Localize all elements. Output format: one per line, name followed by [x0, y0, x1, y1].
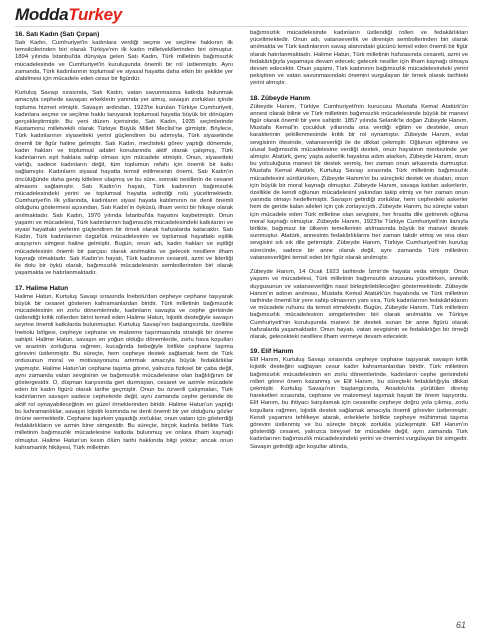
masthead-part2: Turkey	[68, 5, 122, 24]
section-19-paragraph-1: Elif Hanım, Kurtuluş Savaşı sırasında cepheye cephane taşıyarak savaşın kritik lojistik desteğini sağlayan cesur kadın kahramanlardan biridir. Türk milletinin bağımsızlık mücadelesinin en zorlu dönemlerinde, kadınların cephe gerisindeki rolleri görevi önem kazanmış ve Elif Hanım, bu süreçteki fedakârlığıyla dikkat çekmiştir. Kurtuluş Savaşı'nın başlangıcında, Anadolu'da yürütülen direniş hareketleri sırasında, cephane ve malzemeyi taşımak hayati bir önem taşıyordu. Elif Hanım, bu ihtiyacı karşılamak için cesaretle cepheye doğru yola çıkmış, zorlu koşullara rağmen, lojistik destek sağlamak amacıyla önemli görevler üstlenmiştir. Kendi yaşamını tehlikeye atarak, erkeklerle birlikte cepheye mühimmat taşıma görevini üstlenmiş ve bu süreçte birçok zorlukla yüzleşmiştir. Elif Hanım'ın gösterdiği cesaret, yalnızca bireysel bir mücadele değil, aynı zamanda Türk kadınlarının bağımsızlık mücadelesindeki yerini ve önemini vurgulayan bir simgedir. Savaşın getirdiği ağır koşullar altında,	[250, 357, 468, 450]
magazine-masthead	[15, 5, 122, 25]
header-divider	[15, 26, 467, 27]
section-16-paragraph-2: Kurtuluş Savaşı sırasında, Satı Kadın, vatan savunmasına katkıda bulunmak amacıyla cephede savaşan erkeklerin yanında yer almış, savaşın zorlukları içinde topluma hizmet etmiştir. Savaşın ardından, 1923'te kurulan Türkiye Cumhuriyeti, kadınlara seçme ve seçilme hakkı tanıyarak toplumsal hayatta büyük bir dönüşüm gerçekleştirmiştir. Bu yeni düzen içerisinde, Satı Kadın, 1935 seçimlerinde Kastamonu milletvekili olarak Türkiye Büyük Millet Meclisi'ne girmiştir. Böylece, Türk kadınlarının siyasetteki yerini güçlendiren bu adımıyla, Türk siyasetinde önemli bir figür haline gelmiştir. Satı Kadın, meclisteki görev yaptığı dönemde, kadın hakları ve toplumsal adalet konularında aktif olarak çalışmış, Türk kadınlarının eşit haklara sahip olması için mücadele etmiştir. Onun, siyasetteki varlığı, sadece kadınların değil, tüm toplumun refahı için önemli bir katkı sağlamıştır. Kadınların siyasal hayatta temsil edilmesinin önemi, Satı Kadın'ın öncülüğünde daha geniş kitlelere ulaşmış ve bu süre, sonraki nesillerin de cesaret almasını sağlamıştır. Satı Kadın'ın hayatı, Türk kadınının bağımsızlık mücadelesindeki yerini ve toplumsal hayatta edindiği rolü yüceltmektedir. Cumhuriyet'in ilk yıllarında, kadınların siyasi hayata katılımının ne denli önemli olduğunu göstermesi açısından, Satı Kadın'ın öyküsü, ilham verici bir hikaye olarak anılmaktadır. Satı Kadın, 1970 yılında İstanbul'da hayatını kaybetmiştir. Onun yaşamı ve mücadelesi, Türk kadınlarının bağımsızlık mücadelesindeki katkılarını ve siyasi hayattaki yerlerini güçlendiren bir örnek olarak hafızalarda kalacaktır. Satı Kadın, Türk kadınlarının özgürlük mücadelesinin ve toplumsal hayattaki eşitlik arayışının simgesi haline gelmiştir. Bugün, onun adı, kadın hakları ve eşitliği mücadelesinin önemli bir parçası olarak anılmakta ve gelecek nesillere ilham kaynağı olmaktadır. Satı Kadın'ın hayatı, Türk kadınının cesareti, azmi ve liderliği ile dolu bir öykü olarak, bağımsızlık mücadelesinin sembollerinden biri olarak yaşamakta ve hatırlanmaktadır.	[15, 90, 233, 277]
masthead-part1: Modda	[15, 5, 69, 24]
section-16-title: 16. Satı Kadın (Satı Çırpan)	[15, 31, 100, 38]
section-17-paragraph-1: Halime Hatun, Kurtuluş Savaşı sırasında İnebolu'dan cepheye cephane taşıyarak büyük bir cesaret gösteren kahramanlardan biridir. Türk milletinin bağımsızlık mücadelesinin en zorlu dönemlerinde, kadınların savaşta ve cephe gerisinde üstlendiği kritik rollerden birini temsil eden Halime Hatun, lojistik desteğiyle savaşın seyrine önemli katkılarda bulunmuştur. Kurtuluş Savaşı'nın başlangıcında, özellikle İnebolu bölgesi, cepheye cephane ve malzeme taşınmasında stratejik bir öneme sahipti. Halime Hatun, savaşın en yoğun olduğu dönemlerde, zorlu hava koşulları ve arazinin zorluğuna rağmen, kucağında bebeğiyle birlikte cephane taşıma görevini üstlenmiştir. Bu süreçte, hem cepheye destek sağlamak hem de Türk ordusunun moral ve motivasyonunu artırmak amacıyla büyük fedakârlıklar yapmıştır. Halime Hatun'un cephane taşıma görevi, yalnızca fiziksel bir çaba değil, aynı zamanda vatan sevgisinin ve bağımsızlık mücadelesine olan bağlılığının bir göstergesidir. O, düşman karşısında geri durmayan, cesaret ve azimle mücadele eden bir kadın figürü olarak tarihe geçmiştir. Onun bu özverili çalışmaları, Türk kadınlarının savaşın sadece cephelerde değil, aynı zamanda cephe gerisinde de aktif rol oynayabileceğinin en güzel örneklerinden biridir. Halime Hatun'un yaptığı bu kahramanlıklar, savaşın lojistik kısmında ne denli önemli bir yer olduğunu gözler önüne sermektedir. Cephane taşırken yaşadığı zorluklar, onun vatanı için gösterdiği fedakârlıkların ve azmin birer simgesidir. Bu süreçte, birçok kadınla birlikte Türk milletinin bağımsızlık mücadelesine katkıda bulunmuş ve onlara ilham kaynağı olmuştur. Halime Hatun'un kesin ölüm tarihi hakkında bilgi yoktur; ancak onun kahramanlık hikâyesi, Türk milletinin	[15, 293, 233, 451]
section-16-paragraph-1: Satı Kadın, Cumhuriyet'in kadınlara verdiği seçme ve seçilme hakkının ilk temsilcilerinden biri olarak Türkiye'nin ilk kadın milletvekillerinden biri olmuştur. 1894 yılında İstanbul'da dünyaya gelen Satı Kadın, Türk milletinin bağımsızlık mücadelesinde ve Cumhuriyet'in kuruluşunda önemli bir rol üstlenmiştir. Aynı zamanda, Türk kadınlarının toplumsal ve siyasal hayatta daha etkin bir şekilde yer alabilmesi için mücadele eden cesur bir figürdür.	[15, 40, 233, 83]
section-18-title: 18. Zübeyde Hanım	[250, 94, 311, 102]
section-18-paragraph-2: Zübeyde Hanım, 14 Ocak 1923 tarihinde İzmir'de hayata veda etmiştir. Onun yaşamı ve mücadelesi, Türk milletinin bağımsızlık arzusunu yüceltirken, annelik duygusunun ve vatanseverliğin nasıl birleştirilebileceğini göstermektedir. Zübeyde Hanım'ın adının anılması, Mustafa Kemal Atatürk'ün hayatında ve Türk milletinin tarihinde önemli bir yere sahip olmasının yanı sıra, Türk kadınlarının fedakârlıklarını ve mücadele ruhunu da temsil etmektedir. Bugün, Zübeyde Hanım, Türk milletinin bağımsızlık mücadelesinin simgelerinden biri olarak anılmakta ve Türkiye Cumhuriyeti'nin kuruluşunda manevi bir destek sunan bir anne figürü olarak hafızalarda yaşamaktadır. Onun hayatı, vatan sevgisinin ve fedakârlığın bir örneği olarak, gelecekteki nesillere ilham vermeye devam edecektir.	[250, 269, 468, 340]
section-18-paragraph-1: Zübeyde Hanım, Türkiye Cumhuriyeti'nin kurucusu Mustafa Kemal Atatürk'ün annesi olarak bilinir ve Türk milletinin bağımsızlık mücadelesinde büyük bir manevi figür olarak önemli bir yere sahiptir. 1857 yılında Selanik'te doğan Zübeyde Hanım, Mustafa Kemal'in çocukluk yıllarında ona verdiği eğitim ve destekle, onun karakterinin şekillenmesinde kritik bir rol oynamıştır. Zübeyde Hanım, evlat sevgisinin ötesinde, vatanseverliği ile de dikkat çekmiştir. Oğlunun eğitimine ve ulusal bağımsızlık mücadelesine verdiği destek, onun hayatının merkezinde yer almıştır. Atatürk, genç yaşta askerlik hayatına adım atarken, Zübeyde Hanım, onun bu yolculuğuna manevi bir destek vermiş, her zaman onun arkasında durmuştur. Mustafa Kemal Atatürk, Kurtuluş Savaşı sırasında Türk milletinin bağımsızlık mücadelesini sürdürürken, Zübeyde Hanım'ın bu süreçteki destek ve duaları, onun için büyük bir moral kaynağı olmuştur. Zübeyde Hanım, savaşa katılan askerlerin, özellikle de kendi oğlunun mücadelesini yakından takip etmiş ve her zaman onun yanında olmayı hedeflemiştir. Savaşın getirdiği zorluklar, hem cephedeki askerler hem de geride kalan aileleri için çok zorlayıcıydı. Zübeyde Hanım, bu süreçte vatan için mücadele eden Türk milletine olan sevgisini, her fırsatta dile getirerek oğluna moral kaynağı olmuştur. Zübeyde Hanım, 1923'te Türkiye Cumhuriyeti'nin ilanıyla birlikte, bağımsız bir ülkenin temellerinin atılmasında büyük bir manevi destek sunmuştur. Atatürk, annesinin fedakârlıklarını her zaman takdir etmiş ve ona olan sevgisini sık sık dile getirmiştir. Zübeyde Hanım, Türkiye Cumhuriyeti'nin kuruluş sürecinde, sadece bir anne olarak değil, aynı zamanda Türk milletinin vatanseverliğini temsil eden bir figür olarak anılmıştır.	[250, 103, 468, 261]
page-number: 61	[455, 620, 466, 630]
section-17-title: 17. Halime Hatun	[15, 284, 69, 292]
left-column	[15, 30, 233, 459]
right-column	[250, 30, 468, 458]
section-17-continuation: bağımsızlık mücadelesinde kadınların üstlendiği rolleri ve fedakârlıkları yüceltmektedir. Onun adı, vatanseverlik ve direnişin sembollerinden biri olarak anılmakta ve Türk kadınlarının savaş alanındaki gücünü temsil eden önemli bir figür olarak hatırlanmaktadır. Halime Hatun, Türk milletinin hafızasında cesareti, azmi ve fedakârlığıyla yaşamaya devam edecek; gelecek nesiller için ilham kaynağı olmaya devam edecektir. Onun yaşamı, Türk kadınının bağımsızlık mücadelesindeki yerini pekiştiren ve vatan savunmasındaki önemini vurgulayan bir örnek olarak tarihteki yerini almıştır.	[250, 30, 468, 87]
section-19-title: 19. Elif Hanım	[250, 348, 294, 356]
